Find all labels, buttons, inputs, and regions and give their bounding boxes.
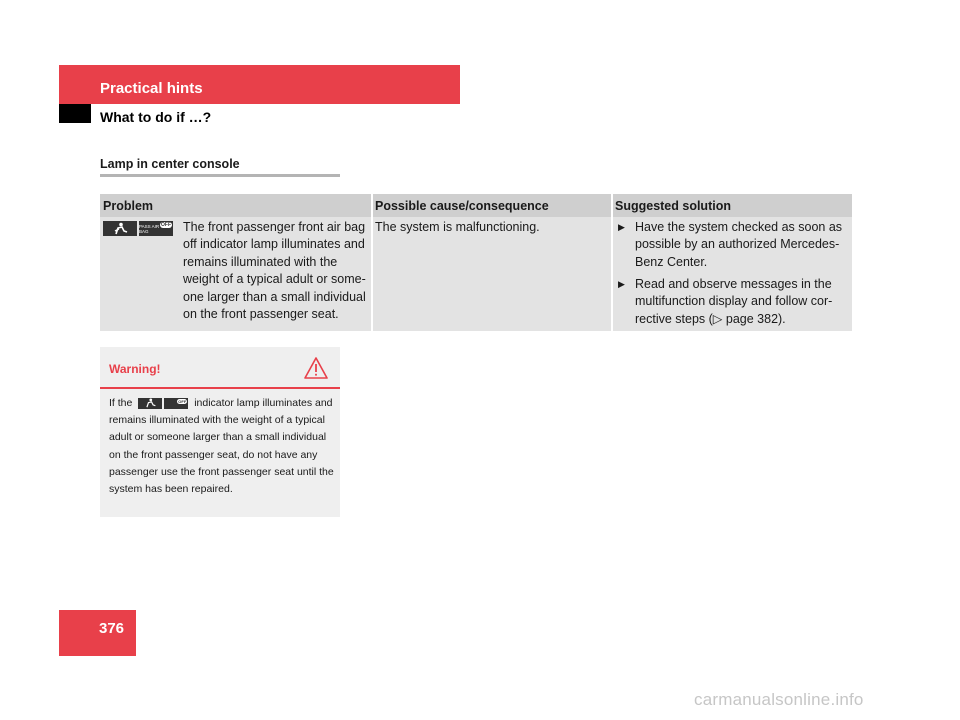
pass-airbag-off-icon: [139, 221, 173, 236]
indicator-icons: [138, 398, 188, 409]
problem-text: The front passenger front air bag off indicator lamp illuminates and remains illuminated with the weight of a typical adult or some-one larger than a small individual on the front passenger seat.: [183, 220, 366, 322]
section-divider: [100, 174, 340, 177]
section-title: Practical hints: [100, 80, 203, 97]
section-heading: Lamp in center console: [100, 157, 240, 171]
off-badge: OFF: [161, 222, 171, 228]
warning-header: [100, 347, 340, 389]
solution-item: [615, 219, 847, 271]
solution-item: [615, 276, 847, 328]
column-header-cause: Possible cause/consequence: [375, 199, 549, 213]
pass-airbag-label: PASS AIR BAG: [139, 223, 160, 234]
watermark: carmanualsonline.info: [694, 690, 864, 709]
page-number: 376: [99, 620, 125, 637]
header-marker: [59, 104, 91, 123]
page-subtitle: What to do if …?: [100, 109, 212, 125]
bullet-arrow-icon: ▶: [618, 279, 625, 289]
indicator-icons: [103, 221, 173, 236]
hint-table: [100, 194, 852, 331]
warning-title: Warning!: [109, 362, 161, 376]
bullet-arrow-icon: ▶: [618, 222, 625, 232]
seat-occupant-icon: [138, 398, 162, 409]
column-divider: [611, 194, 613, 331]
column-divider: [371, 194, 373, 331]
warning-triangle-icon: [304, 356, 328, 380]
warning-text-rest: indicator lamp illuminates and remains illuminated with the weight of a typical adult or someone larger than a small individual on the front passenger seat, do not have any passenger use the front passenger seat until the system has been repaired.: [109, 397, 334, 496]
solution-text: Read and observe messages in the multifunction display and follow cor-rective steps (▷ page 382).: [635, 277, 833, 326]
column-header-problem: Problem: [103, 199, 154, 213]
warning-text-start: If the: [109, 397, 133, 409]
column-header-solution: Suggested solution: [615, 199, 731, 213]
off-badge: OFF: [178, 398, 187, 404]
pass-airbag-off-icon: [164, 398, 188, 409]
page-tab: [59, 610, 136, 656]
seat-occupant-icon: [103, 221, 137, 236]
warning-box: [100, 347, 340, 517]
warning-text: [109, 395, 335, 498]
cause-text: The system is malfunctioning.: [375, 220, 540, 234]
solution-text: Have the system checked as soon as possible by an authorized Mercedes-Benz Center.: [635, 220, 843, 269]
